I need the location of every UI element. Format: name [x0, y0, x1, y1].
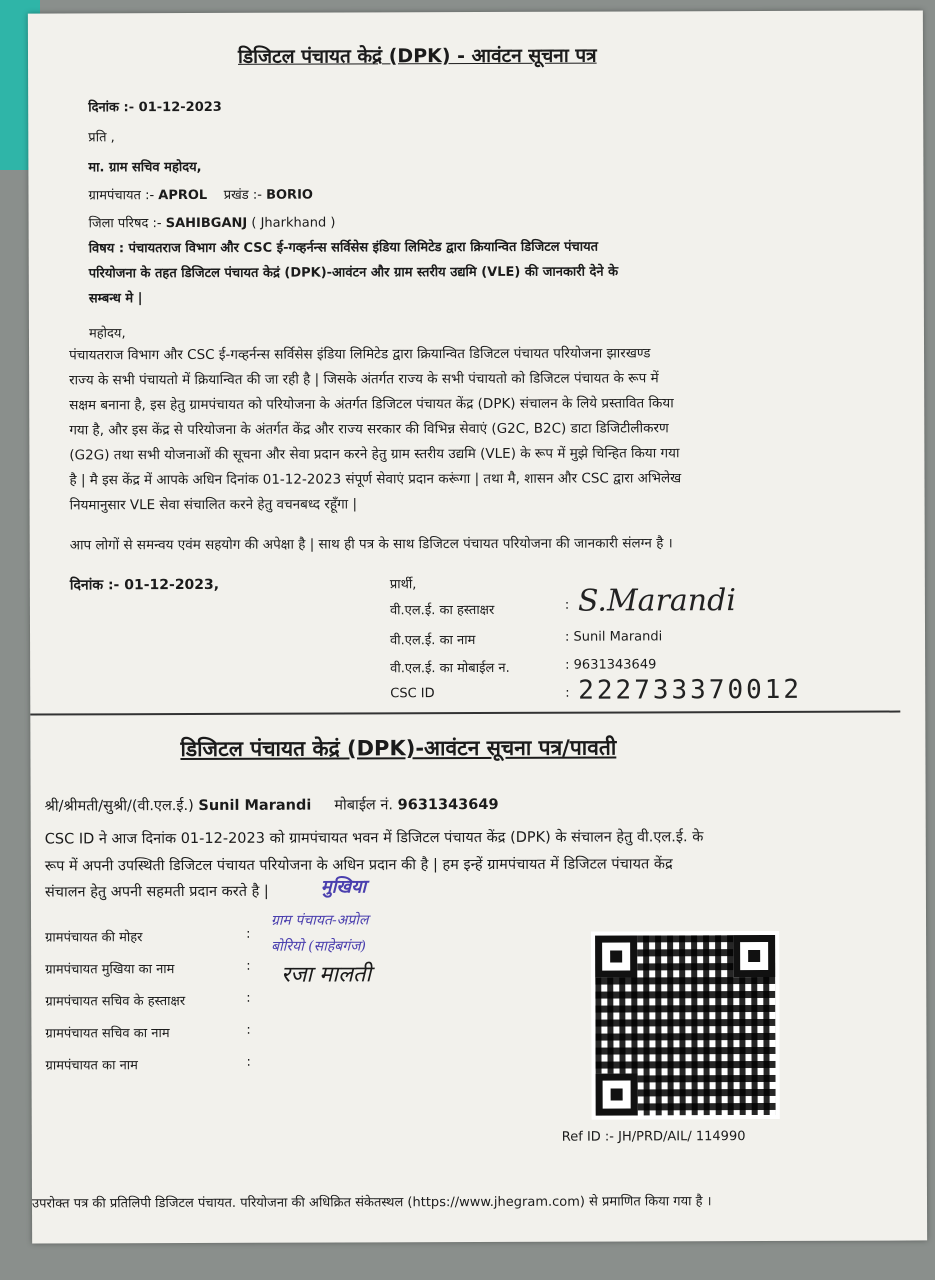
date-line: दिनांक :- 01-12-2023 — [88, 99, 222, 116]
vle-name-value: : Sunil Marandi — [565, 629, 663, 645]
section-divider — [30, 711, 900, 716]
district-state: ( Jharkhand ) — [251, 215, 336, 231]
csc-id-value: 222733370012 — [578, 674, 803, 706]
closing-line: आप लोगों से समन्वय एवंम सहयोग की अपेक्षा है | साथ ही पत्र के साथ डिजिटल पंचायत परियोजना की जानकारी संलग्न है । — [69, 535, 673, 554]
receipt-line-2: रूप में अपनी उपस्थिती डिजिटल पंचायत परियोजना के अधिन प्रदान की है | हम इन्हें ग्रामपंचायत में डिजिटल पंचायत केंद्र — [44, 856, 673, 875]
body-line: राज्य के सभी पंचायतो में क्रियान्वित की जा रही है | जिसके अंतर्गत राज्य के सभी पंचायतो को डिजिटल पंचायत के रूप में — [69, 370, 659, 389]
district-line — [89, 212, 336, 231]
body-line: सक्षम बनाना है, इस हेतु ग्रामपंचायत को परियोजना के अंतर्गत डिजिटल पंचायत केंद्र (DPK) संचालन के लिये प्रस्तावित किया — [69, 395, 674, 414]
addressee: मा. ग्राम सचिव महोदय, — [88, 159, 202, 176]
body-line: नियमानुसार VLE सेवा संचालित करने हेतु वचनबध्द रहूँगा | — [69, 496, 358, 514]
district-label: जिला परिषद :- — [88, 216, 162, 232]
sign-date: दिनांक :- 01-12-2023, — [69, 576, 220, 594]
body-line: है | मै इस केंद्र में आपके अधिन दिनांक 01-12-2023 संपूर्ण सेवाएं प्रदान करूंगा | तथा मै, शासन और CSC द्वारा अभिलेख — [69, 470, 682, 489]
body-line: पंचायतराज विभाग और CSC ई-गव्हर्नन्स सर्विसेस इंडिया लिमिटेड द्वारा क्रियान्वित डिजिटल पंचायत परियोजना झारखण्ड — [69, 345, 651, 364]
body-line: गया है, और इस केंद्र से परियोजना के अंतर्गत केंद्र और राज्य सरकार की विभिन्न सेवाएं (G2C, B2C) डाटा डिजिटीलीकरण — [69, 420, 669, 439]
letter-paper: डिजिटल पंचायत केद्रं (DPK) - आवंटन सूचना पत्र दिनांक :- 01-12-2023 प्रति , मा. ग्राम सचिव महोदय, ग्रामपंचायत :- APROL प्रखंड :- BORIO जिला परिषद :- SAHIBGANJ ( Jharkhand ) विषय : पंचायतराज विभाग और CSC ई-गव्हर्नन्स सर्विसेस इंडिया लिमिटेड द्वारा क्रियान्वित डिजिटल पंचायत परियोजना के तहत डिजिटल पंचायत केद्रं (DPK)-आवंटन और ग्राम स्तरीय उद्यमि (VLE) की जानकारी देने के सम्बन्ध मे | महोदय, पंचायतराज विभाग और CSC ई-गव्हर्नन्स सर्विसेस इंडिया लिमिटेड द्वारा क्रियान्वित डिजिटल पंचायत परियोजना झारखण्ड राज्य के सभी पंचायतो में क्रियान्वित की जा रही है | जिसके अंतर्गत राज्य के सभी पंचायतो को डिजिटल पंचायत के रूप में सक्षम बनाना है, इस हेतु ग्रामपंचायत को परियोजना के अंतर्गत डिजिटल पंचायत केंद्र (DPK) संचालन के लिये प्रस्तावित किया गया है, और इस केंद्र से परियोजना के अंतर्गत केंद्र और राज्य सरकार की विभिन्न सेवाएं (G2C, B2C) डाटा डिजिटीलीकरण (G2G) तथा सभी योजनाओं की सूचना और सेवा प्रदान करने हेतु ग्राम स्तरीय उद्यमि (VLE) के रूप में मुझे चिन्हित किया गया है | मै इस केंद्र में आपके अधिन दिनांक 01-12-2023 संपूर्ण सेवाएं प्रदान करूंगा | तथा मै, शासन और CSC द्वारा अभिलेख नियमानुसार VLE सेवा संचालित करने हेतु वचनबध्द रहूँगा | आप लोगों से समन्वय एवंम सहयोग की अपेक्षा है | साथ ही पत्र के साथ डिजिटल पंचायत परियोजना की जानकारी संलग्न है । दिनांक :- 01-12-2023, प्रार्थी, वी.एल.ई. का हस्ताक्षर : S.Marandi वी.एल.ई. का नाम : Sunil Marandi वी.एल.ई. का मोबाईल न. : 9631343649 CSC ID : 222733370012 डिजिटल पंचायत केद्रं (DPK)-आवंटन सूचना पत्र/पावती श्री/श्रीमती/सुश्री/(वी.एल.ई.) Sunil Marandi मोबाईल नं. 9631343649 CSC ID ने आज दिनांक 01-12-2023 को ग्रामपंचायत भवन में डिजिटल पंचायत केंद्र (DPK) के संचालन हेतु वी.एल.ई. के रूप में अपनी उपस्थिती डिजिटल पंचायत परियोजना के अधिन प्रदान की है | हम इन्हें ग्रामपंचायत में डिजिटल पंचायत केंद्र संचालन हेतु अपनी सहमती प्रदान करते है | मुखिया ग्राम पंचायत-अप्रोल बोरियो (साहेबगंज) रजा मालती ग्रामपंचायत की मोहर : ग्रामपंचायत मुखिया का नाम : ग्रामपंचायत सचिव के हस्ताक्षर : ग्रामपंचायत सचिव का नाम : ग्रामपंचायत का नाम : Ref ID :- JH/PRD/AIL/ 114990 उपरोक्त पत्र की प्रतिलिपी डिजिटल पंचायत. परियोजना की अधिक्रित संकेतस्थल (https://www.jhegram.com) से प्रमाणित किया गया है । — [28, 10, 927, 1243]
panchayat-label: ग्रामपंचायत :- — [88, 188, 155, 204]
field-colon: : — [246, 990, 251, 1006]
mobile-value: 9631343649 — [397, 796, 499, 814]
salutation: महोदय, — [88, 326, 126, 342]
vle-sign-label: वी.एल.ई. का हस्ताक्षर — [389, 602, 495, 619]
field-panchayat-name-label: ग्रामपंचायत का नाम — [45, 1058, 138, 1074]
body-line: (G2G) तथा सभी योजनाओं की सूचना और सेवा प्रदान करने हेतु ग्राम स्तरीय उद्यमि (VLE) के रूप में मुझे चिन्हित किया गया — [69, 445, 680, 464]
qr-finder — [595, 935, 637, 977]
vle-name-label: वी.एल.ई. का नाम — [390, 633, 476, 649]
qr-finder — [733, 935, 775, 977]
receipt-title: डिजिटल पंचायत केद्रं (DPK)-आवंटन सूचना पत्र/पावती — [180, 735, 617, 762]
field-colon: : — [246, 1022, 251, 1038]
field-secretary-sign-label: ग्रामपंचायत सचिव के हस्ताक्षर — [45, 994, 186, 1010]
body-paragraph — [69, 341, 869, 514]
ref-id: Ref ID :- JH/PRD/AIL/ 114990 — [561, 1129, 746, 1145]
applicant-label: प्रार्थी, — [389, 577, 417, 593]
mukhiya-stamp: मुखिया — [320, 876, 367, 898]
field-colon: : — [246, 958, 251, 974]
footer-text: उपरोक्त पत्र की प्रतिलिपी डिजिटल पंचायत. परियोजना की अधिक्रित संकेतस्थल (https://www.jhegram.com) से प्रमाणित किया गया है । — [31, 1194, 712, 1212]
letter-title: डिजिटल पंचायत केद्रं (DPK) - आवंटन सूचना पत्र — [237, 44, 597, 68]
field-seal-label: ग्रामपंचायत की मोहर — [45, 930, 143, 946]
vle-signature: S.Marandi — [577, 583, 736, 619]
field-mukhiya-label: ग्रामपंचायत मुखिया का नाम — [45, 962, 175, 978]
panchayat-line — [88, 185, 313, 204]
subject-line-2: परियोजना के तहत डिजिटल पंचायत केद्रं (DPK)-आवंटन और ग्राम स्तरीय उद्यमि (VLE) की जानकारी देने के — [88, 264, 619, 282]
block-value: BORIO — [266, 187, 313, 203]
to-line: प्रति , — [88, 130, 115, 146]
district-value: SAHIBGANJ — [165, 215, 248, 232]
field-colon: : — [246, 926, 251, 942]
vle-mobile-value: : 9631343649 — [565, 657, 657, 673]
csc-id-label: CSC ID — [390, 686, 435, 702]
field-secretary-name-label: ग्रामपंचायत सचिव का नाम — [45, 1026, 170, 1042]
name-prefix: श्री/श्रीमती/सुश्री/(वी.एल.ई.) — [44, 797, 194, 815]
panchayat-value: APROL — [158, 187, 208, 204]
handwritten-mukhiya-name: रजा मालती — [281, 962, 372, 988]
mobile-label: मोबाईल नं. — [334, 797, 394, 814]
subject-line-3: सम्बन्ध मे | — [88, 291, 143, 307]
vle-name: Sunil Marandi — [198, 797, 312, 814]
block-label: प्रखंड :- — [223, 187, 262, 203]
receipt-line-3: संचालन हेतु अपनी सहमती प्रदान करते है | — [44, 883, 269, 901]
qr-code — [591, 931, 780, 1120]
vle-mobile-label: वी.एल.ई. का मोबाईल न. — [390, 660, 510, 677]
receipt-name-line — [45, 794, 499, 816]
panchayat-stamp-2: बोरियो (साहेबगंज) — [271, 938, 367, 955]
field-colon: : — [246, 1054, 251, 1070]
panchayat-stamp-1: ग्राम पंचायत-अप्रोल — [270, 912, 369, 929]
qr-finder — [596, 1073, 638, 1115]
receipt-line-1: CSC ID ने आज दिनांक 01-12-2023 को ग्रामपंचायत भवन में डिजिटल पंचायत केंद्र (DPK) के संचालन हेतु वी.एल.ई. के — [44, 829, 704, 848]
subject-line-1: विषय : पंचायतराज विभाग और CSC ई-गव्हर्नन्स सर्विसेस इंडिया लिमिटेड द्वारा क्रियान्वित डिजिटल पंचायत — [88, 239, 599, 257]
